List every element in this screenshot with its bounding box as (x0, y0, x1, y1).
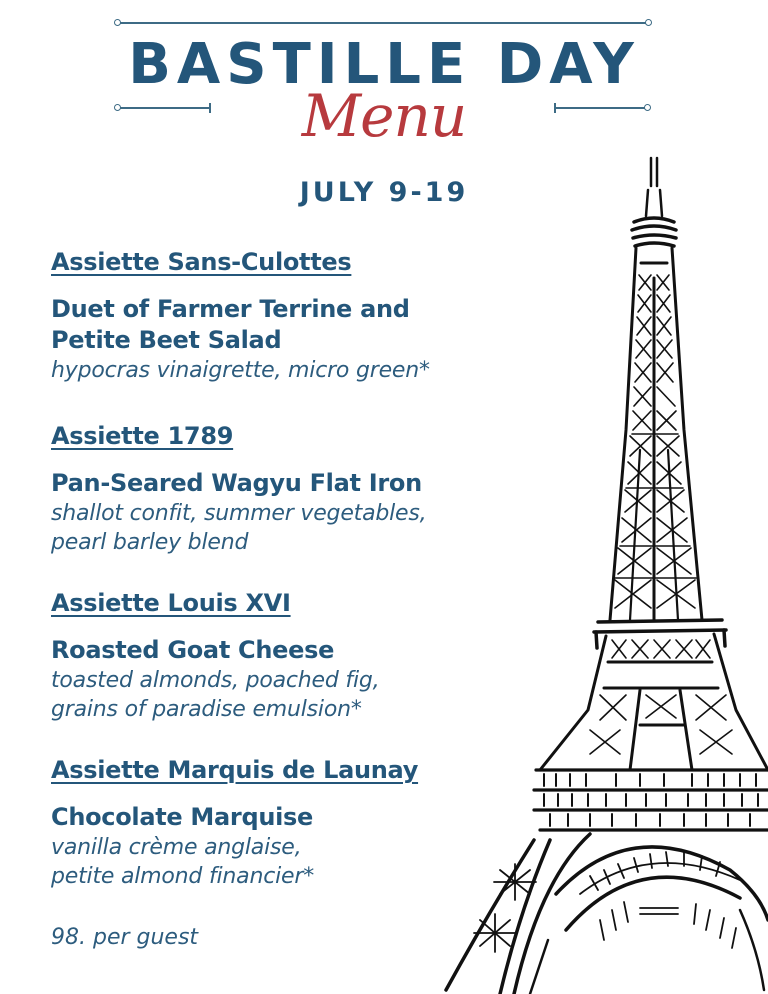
event-dates: JULY 9-19 (299, 177, 469, 208)
course-title: Assiette Sans-Culottes (51, 248, 352, 276)
dish-description (51, 833, 418, 891)
dish-description-line: petite almond financier* (51, 864, 314, 889)
dish-name-line: Pan-Seared Wagyu Flat Iron (51, 469, 422, 497)
course-title: Assiette Louis XVI (51, 589, 291, 617)
dish-description-line: grains of paradise emulsion* (51, 697, 362, 722)
dish-description-line: vanilla crème anglaise, (51, 835, 302, 860)
dish-description-line: hypocras vinaigrette, micro green* (51, 358, 430, 383)
top-decorative-rule (120, 22, 646, 24)
dish-name (51, 468, 426, 499)
course-item (51, 420, 426, 557)
page-title: BASTILLE DAY (128, 32, 640, 97)
course-title: Assiette Marquis de Launay (51, 756, 419, 784)
dish-description-line: pearl barley blend (51, 530, 249, 555)
dish-name (51, 802, 418, 833)
dish-description (51, 356, 430, 385)
dish-description (51, 666, 379, 724)
eiffel-tower-icon (440, 150, 768, 994)
dish-name-line: Roasted Goat Cheese (51, 636, 335, 664)
menu-script-subtitle: Menu (301, 82, 467, 150)
dish-name (51, 635, 379, 666)
dish-description-line: toasted almonds, poached fig, (51, 668, 380, 693)
course-title: Assiette 1789 (51, 422, 234, 450)
dish-description (51, 499, 426, 557)
rule-end-dot-icon (114, 19, 121, 26)
dish-name-line: Duet of Farmer Terrine and (51, 295, 410, 323)
course-item (51, 754, 418, 891)
dish-name (51, 294, 430, 356)
course-item (51, 587, 379, 724)
dish-name-line: Chocolate Marquise (51, 803, 313, 831)
rule-end-dot-icon (645, 19, 652, 26)
dish-description-line: shallot confit, summer vegetables, (51, 501, 427, 526)
price-per-guest: 98. per guest (51, 925, 199, 950)
course-item (51, 246, 430, 385)
dish-name-line: Petite Beet Salad (51, 326, 282, 354)
